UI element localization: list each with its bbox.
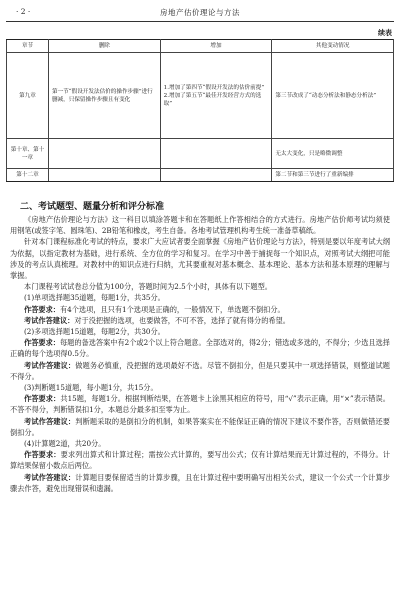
paragraph-lead: 考试作答建议： xyxy=(24,416,76,426)
paragraph-lead: 考试作答建议： xyxy=(24,360,76,370)
cell-other: 第二节和第三节进行了重新编排 xyxy=(272,169,394,182)
table-header-row xyxy=(7,40,394,53)
paragraph-multi-choice-req xyxy=(10,337,390,359)
paragraph-text: 共15题，每题1分。根据判断结果，在答题卡上涂黑其相应的符号，用“√”表示正确，用“×”表示错误。不答不得分，判断错误扣1分，本题总分最多扣至零为止。 xyxy=(10,394,390,415)
paragraph-single-choice-req xyxy=(10,304,390,315)
paragraph-lead: 考试作答建议： xyxy=(24,315,75,325)
paragraph-calculation xyxy=(10,438,390,449)
cell-chapter: 第十章、第十一章 xyxy=(7,139,49,169)
paragraph-text: 《房地产估价理论与方法》这一科目以填涂答题卡和在答题纸上作答相结合的方式进行。房地产估价师考试均须使用钢笔(或签字笔、圆珠笔)、2B铅笔和橡皮，考生自备。各地考试管理机构考生统一准备草稿纸。 xyxy=(10,215,390,236)
table-row xyxy=(7,53,394,139)
cell-deleted xyxy=(48,169,160,182)
paragraph-score-overview xyxy=(10,281,390,292)
paragraph-lead: 作答要求： xyxy=(24,338,60,348)
paragraph-multi-choice xyxy=(10,326,390,337)
cell-deleted: 第一节“假设开发法估价的操作步骤”进行删减，只保留操作步骤且有变化 xyxy=(48,53,160,139)
header-other-changes: 其他变动情况 xyxy=(272,40,394,53)
cell-added xyxy=(160,169,272,182)
body-text xyxy=(10,214,390,494)
paragraph-text: 每题的备选答案中有2个或2个以上符合题意。全部选对的，得2分；错选或多选的，不得分；少选且选择正确的每个选项得0.5分。 xyxy=(10,338,390,359)
table-continued-label: 续表 xyxy=(378,28,392,37)
paragraph-text: 针对本门课程标准化考试的特点，要求广大应试者要全面掌握《房地产估价理论与方法》，特别是要以年度考试大纲为依据，以指定教材为基础，进行系统、全方位的学习和复习。在学习中善于捕捉每一个知识点，对照考试大纲把可能涉及的考点认真梳理。对教材中的知识点进行归纳，尤其要重视对基本概念、基本理论、基本方法和基本原理的理解与掌握。 xyxy=(10,237,390,281)
paragraph-lead: 作答要求： xyxy=(24,304,60,314)
paragraph-text: 判断题采取的是倒扣分的机制，如果答案实在不能保证正确的情况下建议不要作答，否则做错还要倒扣分。 xyxy=(10,416,390,437)
cell-other: 第三节改成了“动态分析法和静态分析法” xyxy=(272,53,394,139)
paragraph-calculation-req xyxy=(10,449,390,471)
cell-chapter: 第十二章 xyxy=(7,169,49,182)
paragraph-study-advice xyxy=(10,236,390,281)
paragraph-text: 计算题目要保留适当的计算步骤，且在计算过程中要明确写出相关公式，建议一个公式一个计算步骤去作答，避免出现错误和遗漏。 xyxy=(10,472,390,493)
header-added: 增加 xyxy=(160,40,272,53)
paragraph-true-false-req xyxy=(10,393,390,415)
paragraph-text: (3)判断题15道题，每小题1分，共15分。 xyxy=(24,383,158,393)
paragraph-lead: 作答要求： xyxy=(24,450,61,460)
changes-table xyxy=(6,39,394,182)
cell-chapter: 第九章 xyxy=(7,53,49,139)
paragraph-exam-format xyxy=(10,214,390,236)
paragraph-text: 本门课程考试试卷总分值为100分，答题时间为2.5个小时，具体有以下题型。 xyxy=(24,282,272,292)
table-row xyxy=(7,169,394,182)
paragraph-text: (2)多项选择题15道题，每题2分，共30分。 xyxy=(24,327,165,337)
book-title: 房地产估价理论与方法 xyxy=(160,8,240,17)
cell-added xyxy=(160,139,272,169)
paragraph-true-false-tip xyxy=(10,416,390,438)
paragraph-text: (1)单项选择题35道题，每题1分，共35分。 xyxy=(24,293,165,303)
header-chapter: 章节 xyxy=(7,40,49,53)
cell-other: 无太大变化，只是略微调整 xyxy=(272,139,394,169)
paragraph-text: 对于没把握的选项，也要做答，不可不答，选择了就有得分的希望。 xyxy=(74,315,290,325)
paragraph-multi-choice-tip xyxy=(10,360,390,382)
cell-added: 1.增加了第四节“假设开发法的估价前提” 2.增加了第五节“最佳开发经营方式的选取” xyxy=(160,53,272,139)
paragraph-lead: 考试作答建议： xyxy=(24,472,76,482)
cell-deleted xyxy=(48,139,160,169)
paragraph-true-false xyxy=(10,382,390,393)
section-heading: 二、考试题型、题量分析和评分标准 xyxy=(20,202,165,212)
paragraph-text: 做题务必慎重，没把握的选项最好不选。尽管不倒扣分，但是只要其中一项选择错误，则整道试题不得分。 xyxy=(10,360,390,381)
table-row xyxy=(7,139,394,169)
paragraph-lead: 作答要求： xyxy=(24,394,61,404)
header-deleted: 删除 xyxy=(48,40,160,53)
paragraph-single-choice xyxy=(10,292,390,303)
paragraph-single-choice-tip xyxy=(10,315,390,326)
paragraph-text: (4)计算题2道，共20分。 xyxy=(24,439,106,449)
paragraph-text: 要求列出算式和计算过程；需按公式计算的，要写出公式；仅有计算结果而无计算过程的，不得分。计算结果保留小数点后两位。 xyxy=(10,450,390,471)
paragraph-text: 有4个选项，且只有1个选项是正确的，一般情况下，单选题不倒扣分。 xyxy=(59,304,285,314)
paragraph-calculation-tip xyxy=(10,472,390,494)
page-number: · 2 · xyxy=(16,7,31,16)
page-header xyxy=(6,3,394,22)
